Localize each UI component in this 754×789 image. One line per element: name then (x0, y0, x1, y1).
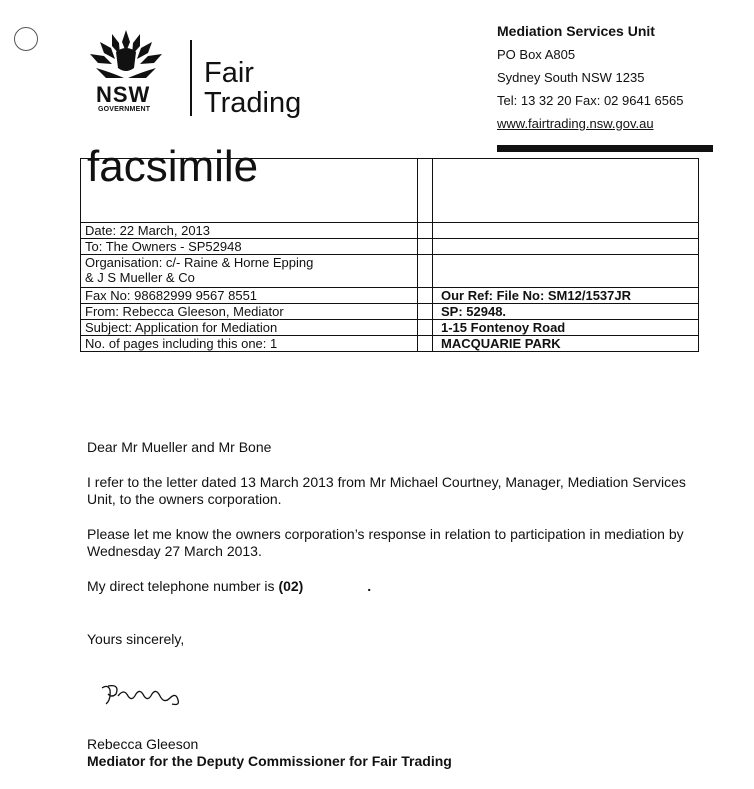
handwritten-signature (98, 680, 188, 710)
fax-to: To: The Owners - SP52948 (81, 239, 418, 255)
logo-fair-text: Fair (204, 57, 254, 89)
website-link[interactable]: www.fairtrading.nsw.gov.au (497, 116, 654, 131)
sender-name: Rebecca Gleeson (87, 736, 199, 752)
letter-paragraph-1: I refer to the letter dated 13 March 2013 from Mr Michael Courtney, Manager, Mediation Services Unit, to the owners corporation. (87, 474, 686, 507)
fax-from: From: Rebecca Gleeson, Mediator (81, 304, 418, 320)
property-address: 1-15 Fontenoy Road (433, 320, 699, 336)
fax-title: facsimile (81, 159, 418, 223)
letter-paragraph-2: Please let me know the owners corporation’s response in relation to participation in mediation by Wednesday 27 March 2013. (87, 526, 684, 559)
unit-phone: Tel: 13 32 20 Fax: 02 9641 6565 (497, 93, 684, 108)
fax-subject: Subject: Application for Mediation (81, 320, 418, 336)
government-logo-text: GOVERNMENT (98, 106, 151, 113)
phone-area-code: (02) (278, 578, 304, 594)
waratah-logo-icon (86, 28, 166, 84)
organisation-line-1: Organisation: c/- Raine & Horne Epping (85, 255, 314, 270)
fax-number: Fax No: 98682999 9567 8551 (81, 288, 418, 304)
phone-prefix: My direct telephone number is (87, 578, 279, 594)
fax-organisation (81, 255, 418, 288)
phone-rest: . (363, 578, 372, 594)
fax-date: Date: 22 March, 2013 (81, 223, 418, 239)
closing: Yours sincerely, (87, 631, 185, 647)
hole-punch-mark (14, 27, 38, 51)
unit-name: Mediation Services Unit (497, 23, 655, 39)
nsw-logo-text: NSW (96, 82, 151, 107)
fax-page-count: No. of pages including this one: 1 (81, 336, 418, 352)
redaction-bar (497, 145, 713, 152)
logo-divider (190, 40, 192, 116)
organisation-line-2: & J S Mueller & Co (85, 270, 195, 285)
sender-address-block (497, 20, 683, 135)
sender-title: Mediator for the Deputy Commissioner for Fair Trading (87, 753, 452, 769)
po-box: PO Box A805 (497, 47, 576, 62)
property-suburb: MACQUARIE PARK (433, 336, 699, 352)
our-reference: Our Ref: File No: SM12/1537JR (433, 288, 699, 304)
salutation: Dear Mr Mueller and Mr Bone (87, 439, 272, 455)
fax-cover-table (80, 142, 699, 352)
unit-city: Sydney South NSW 1235 (497, 70, 645, 85)
phone-line (87, 578, 702, 595)
strata-plan: SP: 52948. (433, 304, 699, 320)
logo-trading-text: Trading (204, 87, 302, 119)
